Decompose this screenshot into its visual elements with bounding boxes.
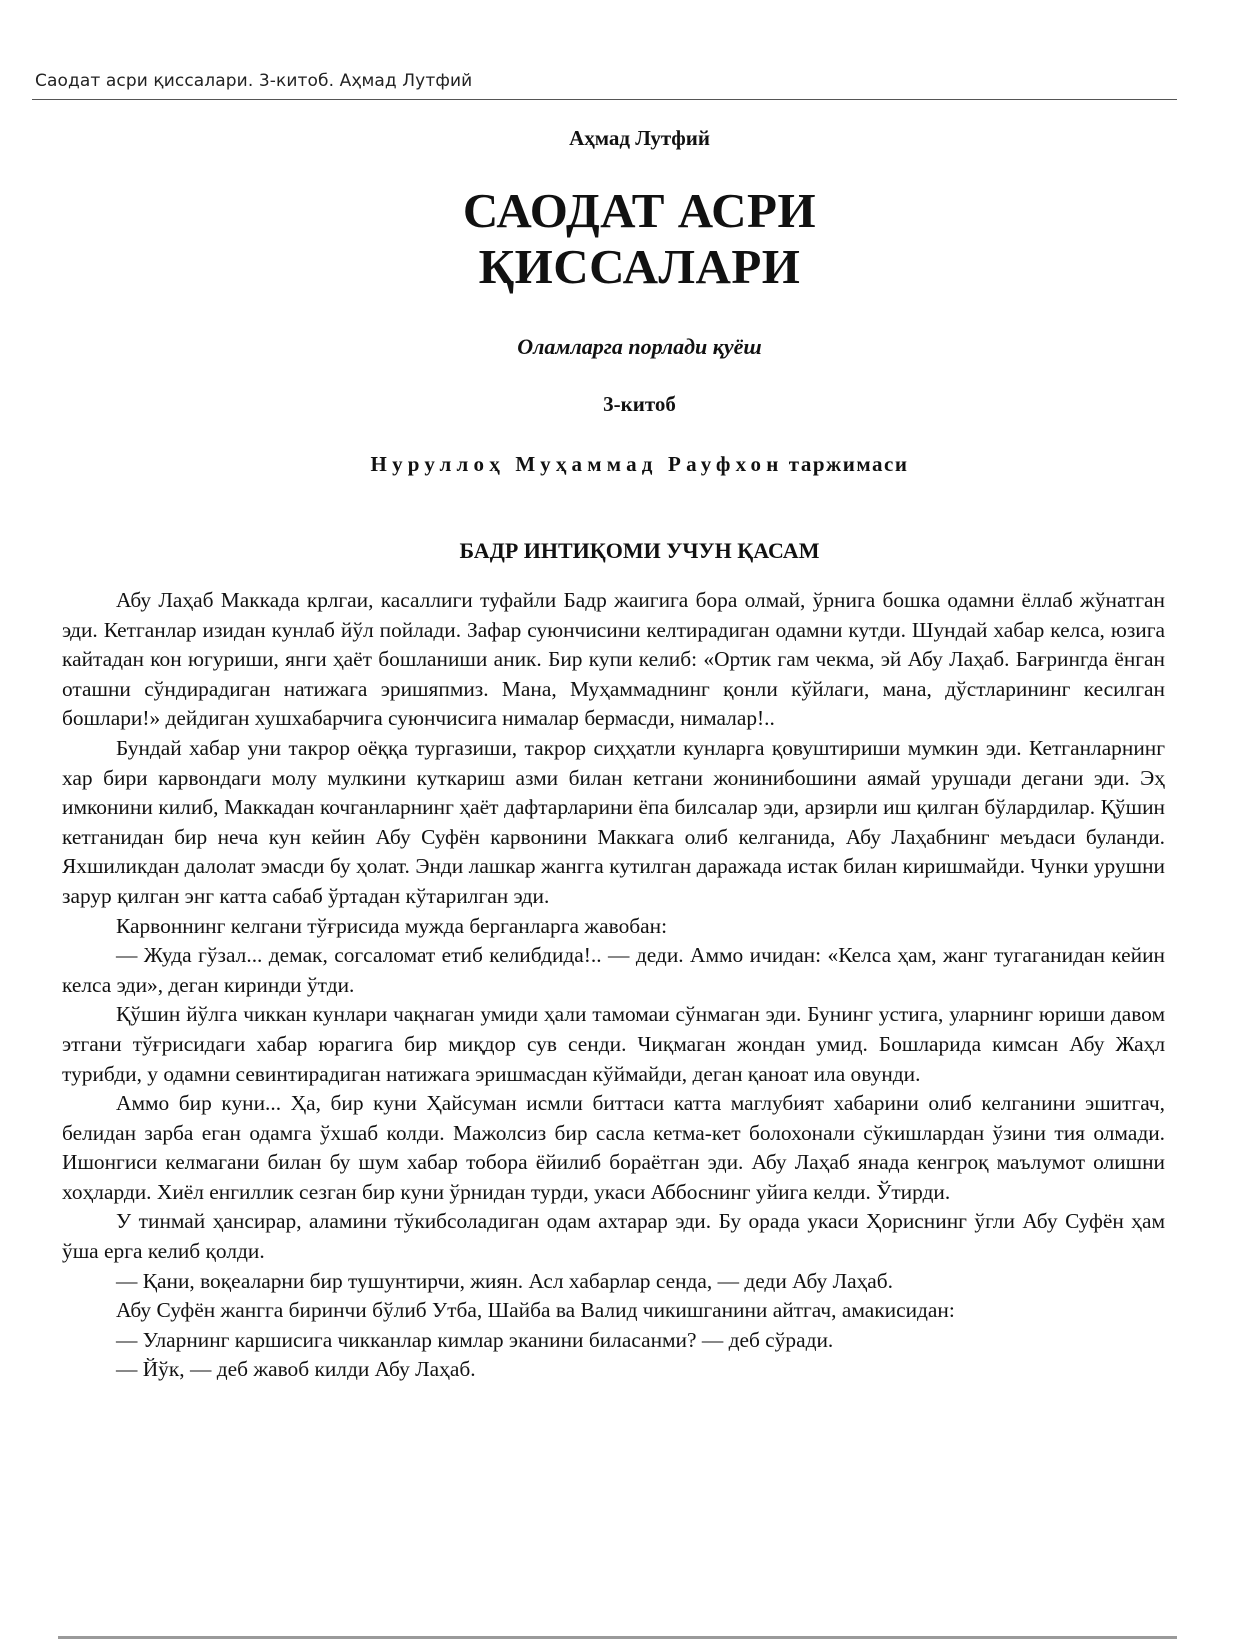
book-title: [20, 183, 1239, 295]
book-subtitle: Оламларга порлади қуёш: [517, 334, 762, 359]
paragraph: — Йўк, — деб жавоб килди Абу Лаҳаб.: [116, 1357, 476, 1382]
paragraph: — Уларнинг каршисига чикканлар кимлар эканини биласанми? — деб сўради.: [116, 1327, 834, 1352]
book-title-line-2: ҚИССАЛАРИ: [478, 239, 801, 294]
paragraph: Бундай хабар уни такрор оёққа тургазиши, такрор сиҳҳатли кунларга қовуштириши мумкин эди. Кетганларнинг хар бири карвондаги молу мулкини куткариш азми билан кетгани жонинибошини аямай урушади дегани эди. Эҳ имконини килиб, Маккадан кочганларнинг ҳаёт дафтарларини ёпа билсалар эди, арзирли иш қилган бўлардилар. Қўшин кетганидан бир неча кун кейин Абу Суфён карвонини Маккага олиб келганида, Абу Лаҳабнинг меъдаси буланди. Яхшиликдан далолат эмасди бу ҳолат. Энди лашкар жангга кутилган даражада истак билан киришмайди. Чунки урушни зарур қилган энг катта сабаб ўртадан кўтарилган эди.: [62, 735, 1165, 908]
paragraph: Аммо бир куни... Ҳа, бир куни Ҳайсуман исмли биттаси катта маглубият хабарини олиб келганини эшитгач, белидан зарба еган одамга ўхшаб колди. Мажолсиз бир сасла кетма-кет болохонали сўкишлардан ўзини тия олмади. Ишонгиси келмагани билан бу шум хабар тобора ёйилиб бораётган эди. Абу Лаҳаб янада кенгроқ маълумот олишни хоҳларди. Хиёл енгиллик сезган бир куни ўрнидан турди, укаси Аббоснинг уйига келди. Ўтирди.: [62, 1091, 1165, 1204]
book-title-line-1: САОДАТ АСРИ: [462, 183, 817, 238]
paragraph: Карвоннинг келгани тўғрисида мужда берганларга жавобан:: [116, 913, 668, 938]
paragraph: Абу Лаҳаб Маккада крлгаи, касаллиги туфайли Бадр жаигига бора олмай, ўрнига бошка одамни ёллаб жўнатган эди. Кетганлар изидан кунлаб йўл пойлади. Зафар суюнчисини келтирадиган одамни кутди. Шундай хабар келса, юзига кайтадан кон югуриши, янги ҳаёт бошланиши аник. Бир купи келиб: «Ортик гам чекма, эй Абу Лаҳаб. Бағрингда ёнган оташни сўндирадиган натижага эришяпмиз. Мана, Муҳаммаднинг қонли кўйлаги, мана, дўстларининг кесилган бошлари!» дейдиган хушхабарчига суюнчисига нималар бермасди, нималар!..: [62, 588, 1165, 731]
body-text: [62, 586, 1165, 1385]
translator-credit: [20, 452, 1239, 477]
chapter-title: БАДР ИНТИҚОМИ УЧУН ҚАСАМ: [459, 538, 820, 563]
author-name: Аҳмад Лутфий: [569, 126, 710, 150]
volume-label: 3-китоб: [603, 392, 676, 416]
paragraph: — Қани, воқеаларни бир тушунтирчи, жиян. Асл хабарлар сенда, — деди Абу Лаҳаб.: [116, 1268, 894, 1293]
translator-name: Нуруллоҳ Муҳаммад Рауфхон: [370, 452, 784, 476]
paragraph: У тинмай ҳансирар, аламини тўкибсоладиган одам ахтарар эди. Бу орада укаси Ҳориснинг ўгли Абу Суфён ҳам ўша ерга келиб қолди.: [62, 1209, 1165, 1264]
footer-rule: [58, 1636, 1177, 1639]
header-rule: [32, 99, 1177, 100]
translator-word: таржимаси: [788, 452, 909, 476]
paragraph: — Жуда гўзал... демак, согсаломат етиб келибдида!.. — деди. Аммо ичидан: «Келса ҳам, жанг тугаганидан кейин келса эди», деган киринди ўтди.: [62, 943, 1165, 997]
running-header: Саодат асри қиссалари. 3-китоб. Аҳмад Лутфий: [35, 71, 473, 91]
paragraph: Қўшин йўлга чиккан кунлари чақнаган умиди ҳали тамомаи сўнмаган эди. Бунинг устига, уларнинг юриши давом этгани тўғрисидаги хабар юрагига бир миқдор сув сенди. Чиқмаган жондан умид. Бошларида кимсан Абу Жаҳл турибди, у одамни севинтирадиган натижага эришмасдан кўймайди, деган қаноат ила овунди.: [62, 1002, 1165, 1086]
paragraph: Абу Суфён жангга биринчи бўлиб Утба, Шайба ва Валид чикишганини айтгач, амакисидан:: [116, 1298, 955, 1323]
